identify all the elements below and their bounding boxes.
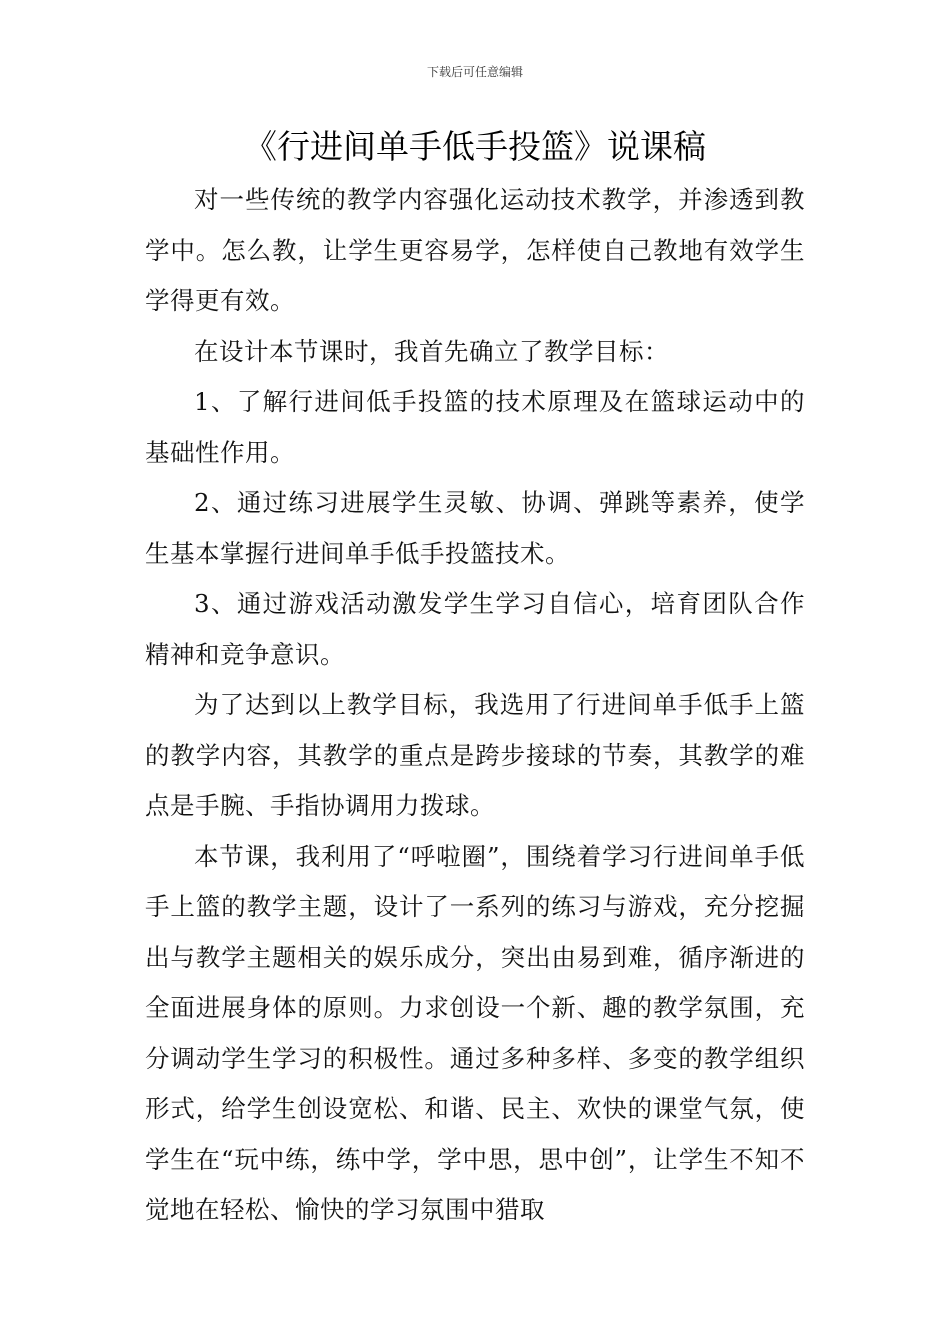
paragraph-goals-intro: 在设计本节课时，我首先确立了教学目标：: [194, 336, 669, 366]
document-body: [145, 175, 805, 1236]
paragraph-content-focus: 为了达到以上教学目标，我选用了行进间单手低手上篮的教学内容，其教学的重点是跨步接球的节奏，其教学的难点是手腕、手指协调用力拨球。: [145, 690, 805, 820]
document-title: 《行进间单手低手投篮》说课稿: [244, 127, 706, 166]
paragraph-intro: 对一些传统的教学内容强化运动技术教学，并渗透到教学中。怎么教，让学生更容易学，怎样使自己教地有效学生学得更有效。: [145, 185, 805, 315]
paragraph-goal-1: 1、了解行进间低手投篮的技术原理及在篮球运动中的基础性作用。: [145, 387, 805, 467]
page-header-note: 下载后可任意编辑: [426, 65, 523, 79]
paragraph-goal-3: 3、通过游戏活动激发学生学习自信心，培育团队合作精神和竞争意识。: [145, 589, 805, 669]
paragraph-lesson-design: 本节课，我利用了“呼啦圈”，围绕着学习行进间单手低手上篮的教学主题，设计了一系列的练习与游戏，充分挖掘出与教学主题相关的娱乐成分，突出由易到难，循序渐进的全面进展身体的原则。力求创设一个新、趣的教学氛围，充分调动学生学习的积极性。通过多种多样、多变的教学组织形式，给学生创设宽松、和谐、民主、欢快的课堂气氛，使学生在“玩中练，练中学，学中思，思中创”，让学生不知不觉地在轻松、愉快的学习氛围中猎取: [145, 841, 805, 1224]
paragraph-goal-2: 2、通过练习进展学生灵敏、协调、弹跳等素养，使学生基本掌握行进间单手低手投篮技术。: [145, 488, 805, 568]
